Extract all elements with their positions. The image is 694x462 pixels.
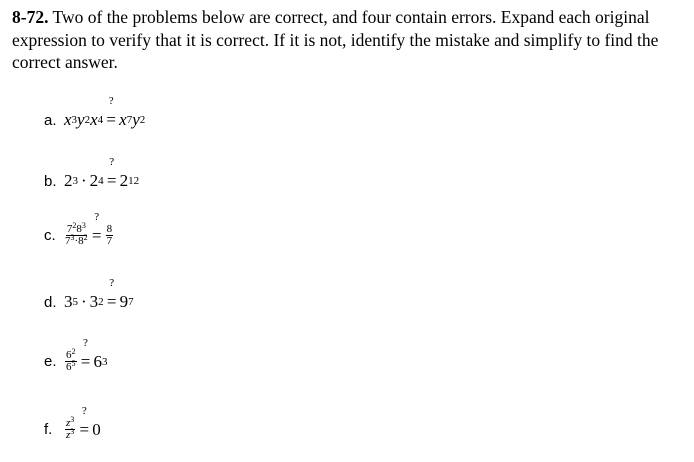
problem-a-label: a. bbox=[44, 111, 57, 129]
questioned-equals bbox=[89, 210, 105, 246]
base: 3 bbox=[89, 292, 99, 311]
term: x bbox=[90, 110, 98, 129]
problem-e-label: e. bbox=[44, 353, 57, 370]
problem-b-expression: 2 3 · 2 4 ? = 2 12 bbox=[64, 156, 140, 190]
base: 2 bbox=[119, 171, 129, 190]
numerator: $6^2$ bbox=[66, 347, 76, 361]
term: x bbox=[119, 110, 127, 129]
questioned-equals bbox=[76, 404, 92, 440]
base: 3 bbox=[64, 292, 73, 311]
denominator: $7^3\cdot 8^2$ bbox=[65, 233, 88, 247]
problem-number: 8-72. bbox=[12, 7, 49, 27]
fraction bbox=[65, 415, 75, 441]
question-mark: ? bbox=[108, 95, 114, 107]
problem-c bbox=[44, 210, 114, 247]
numerator: 8 bbox=[106, 223, 113, 235]
question-mark: ? bbox=[81, 404, 87, 417]
problem-e bbox=[44, 336, 108, 373]
term: y bbox=[77, 110, 85, 129]
questioned-equals bbox=[104, 277, 120, 312]
problem-d bbox=[44, 277, 134, 312]
problem-f-expression bbox=[64, 404, 101, 441]
problem-e-expression: $\frac{6^2}{6^5}$ ? = 6 3 bbox=[66, 336, 108, 373]
equals-sign: = bbox=[79, 419, 90, 439]
problem-d-label: d. bbox=[44, 293, 57, 311]
denominator: $z^3$ bbox=[66, 427, 75, 441]
equals-sign: = bbox=[80, 351, 91, 371]
multiply-dot: · bbox=[81, 171, 87, 190]
base: 2 bbox=[89, 171, 99, 190]
equals-sign: = bbox=[106, 110, 116, 129]
multiply-dot: · bbox=[81, 292, 87, 311]
question-mark: ? bbox=[83, 336, 88, 349]
numerator: $7^28^3$ bbox=[66, 221, 86, 235]
term: x bbox=[64, 110, 72, 129]
questioned-equals bbox=[78, 336, 94, 372]
problem-f bbox=[44, 404, 101, 441]
denominator: 7 bbox=[106, 235, 113, 247]
fraction bbox=[65, 347, 77, 373]
problem-f-label: f. bbox=[44, 421, 53, 438]
fraction bbox=[65, 221, 88, 247]
question-mark: ? bbox=[94, 210, 100, 223]
problem-a bbox=[44, 95, 146, 130]
problem-b-label: b. bbox=[44, 172, 57, 190]
result: 0 bbox=[92, 419, 101, 439]
term: y bbox=[132, 110, 140, 129]
question-mark: ? bbox=[109, 156, 115, 168]
problem-a-expression: x 3 y 2 x 4 ? = x 7 y 2 bbox=[64, 95, 146, 129]
equals-sign: = bbox=[106, 171, 117, 190]
base: 6 bbox=[93, 351, 102, 371]
fraction bbox=[106, 224, 114, 247]
problem-d-expression: 3 5 · 3 2 ? = 9 7 bbox=[64, 277, 134, 311]
question-mark: ? bbox=[109, 277, 115, 289]
denominator: $6^5$ bbox=[66, 359, 76, 373]
base: 9 bbox=[119, 292, 129, 311]
equals-sign: = bbox=[91, 225, 102, 245]
questioned-equals bbox=[103, 95, 119, 130]
problem-instructions: Two of the problems below are correct, and four contain errors. Expand each original expression to verify that it is correct. If it is not, identify the mistake and simplify to find the correct answer. bbox=[12, 7, 659, 72]
problem-c-expression bbox=[64, 210, 114, 247]
numerator: $z^3$ bbox=[66, 415, 75, 429]
equals-sign: = bbox=[106, 292, 117, 311]
base: 2 bbox=[64, 171, 73, 190]
problem-c-label: c. bbox=[44, 227, 56, 244]
problem-statement bbox=[12, 6, 688, 74]
problem-b bbox=[44, 156, 140, 191]
questioned-equals bbox=[104, 156, 120, 191]
